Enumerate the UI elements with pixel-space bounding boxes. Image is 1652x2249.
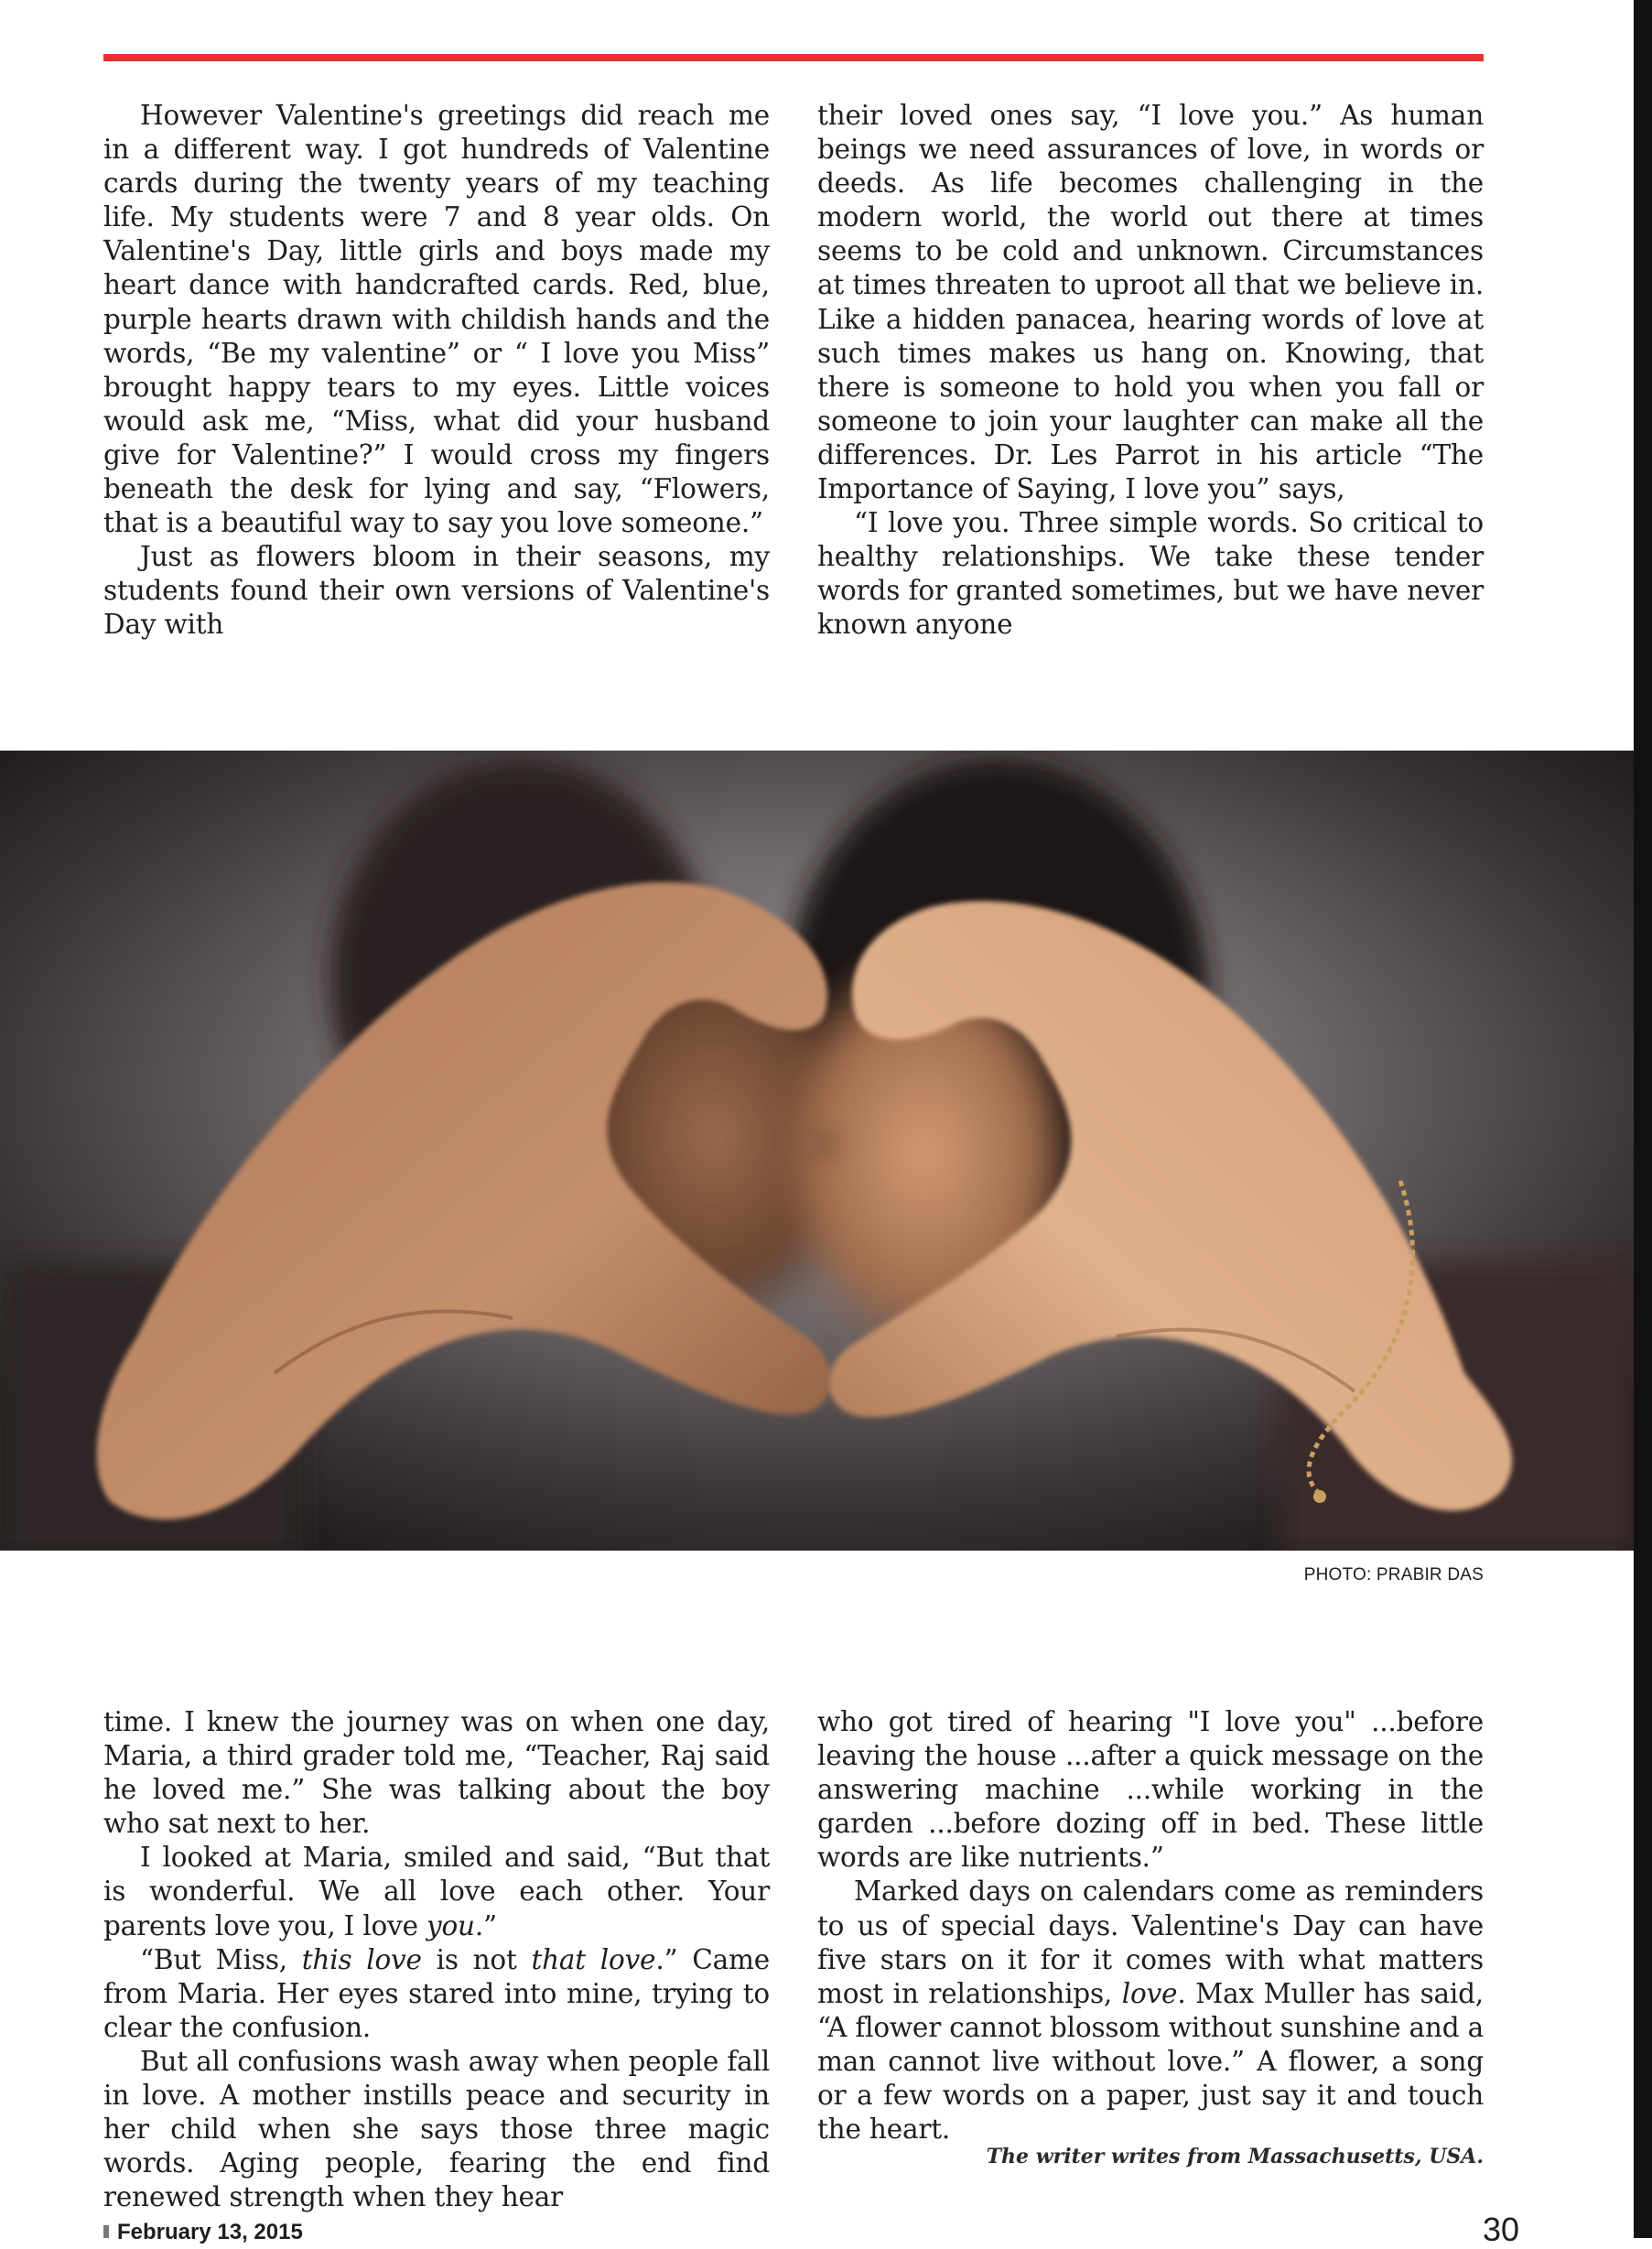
author-byline: The writer writes from Massachusetts, USA. [986, 2145, 1484, 2168]
photo-credit: PHOTO: PRABIR DAS [1303, 1565, 1484, 1584]
emphasis: you [426, 1909, 475, 1941]
paragraph: their loved ones say, “I love you.” As human beings we need assurances of love, in words or deeds. As life becomes challenging in the modern world, the world out there at times seems to be cold and unknown. Circumstances at times threaten to uproot all that we believe in. Like a hidden panacea, hearing words of love at such times makes us hang on. Knowing, that there is someone to hold you when you fall or someone to join your laughter can make all the differences. Dr. Les Parrot in his article “The Importance of Saying, I love you” says, [817, 100, 1484, 505]
text-run: “But Miss, [140, 1943, 302, 1975]
paragraph: However Valentine's greetings did reach me in a different way. I got hundreds of Valentine cards during the twenty years of my teaching life. My students were 7 and 8 year olds. On Valentine's Day, little girls and boys made my heart dance with handcrafted cards. Red, blue, purple hearts drawn with childish hands and the words, “Be my valentine” or “ I love you Miss” brought happy tears to my eyes. Little voices would ask me, “Miss, what did your husband give for Valentine?” I would cross my fingers beneath the desk for lying and say, “Flowers, that is a beautiful way to say you love someone.” [103, 100, 770, 539]
article-column-4 [817, 1705, 1484, 2146]
paragraph: Just as flowers bloom in their seasons, my students found their own versions of Valentine's Day with [103, 541, 770, 641]
heart-hands-photo [0, 751, 1634, 1551]
paragraph [103, 1943, 770, 2045]
text-run: Marked days on calendars come as reminders to us of special days. Valentine's Day can have five stars on it for it comes with what matters most in relationships, [817, 1876, 1484, 2009]
paragraph: who got tired of hearing "I love you" ...before leaving the house ...after a quick message on the answering machine ...while working in the garden ...before dozing off in bed. These little words are like nutrients.” [817, 1706, 1484, 1874]
text-run: .” [474, 1909, 497, 1941]
emphasis: that love [531, 1943, 656, 1975]
paragraph: “I love you. Three simple words. So critical to healthy relationships. We take these tender words for granted sometimes, but we have never known anyone [817, 507, 1484, 641]
text-run: .” Came from Maria. Her eyes stared into mine, trying to clear the confusion. [103, 1943, 770, 2043]
paragraph [817, 1875, 1484, 2146]
emphasis: love [1121, 1977, 1178, 2009]
paragraph: time. I knew the journey was on when one day, Maria, a third grader told me, “Teacher, Raj said he loved me.” She was talking about the boy who sat next to her. [103, 1706, 770, 1840]
issue-date: February 13, 2015 [117, 2220, 303, 2244]
article-column-3 [103, 1705, 770, 2214]
paragraph: But all confusions wash away when people fall in love. A mother instills peace and security in her child when she says those three magic words. Aging people, fearing the end find renewed strength when they hear [103, 2045, 770, 2213]
article-column-1 [103, 99, 770, 643]
emphasis: this love [301, 1943, 422, 1975]
page-number: 30 [1482, 2211, 1519, 2248]
top-red-rule [103, 54, 1484, 61]
text-run: I looked at Maria, smiled and said, “But that is wonderful. We all love each other. Your parents love you, I love [103, 1842, 770, 1941]
footer-marker [103, 2225, 109, 2238]
article-column-2 [817, 99, 1484, 643]
text-run: is not [421, 1943, 532, 1975]
paragraph [103, 1841, 770, 1942]
text-run: . Max Muller has said, “A flower cannot blossom without sunshine and a man cannot live without love.” A flower, a song or a few words on a paper, just say it and touch the heart. [817, 1977, 1484, 2146]
page-edge-strip [1634, 0, 1652, 2238]
